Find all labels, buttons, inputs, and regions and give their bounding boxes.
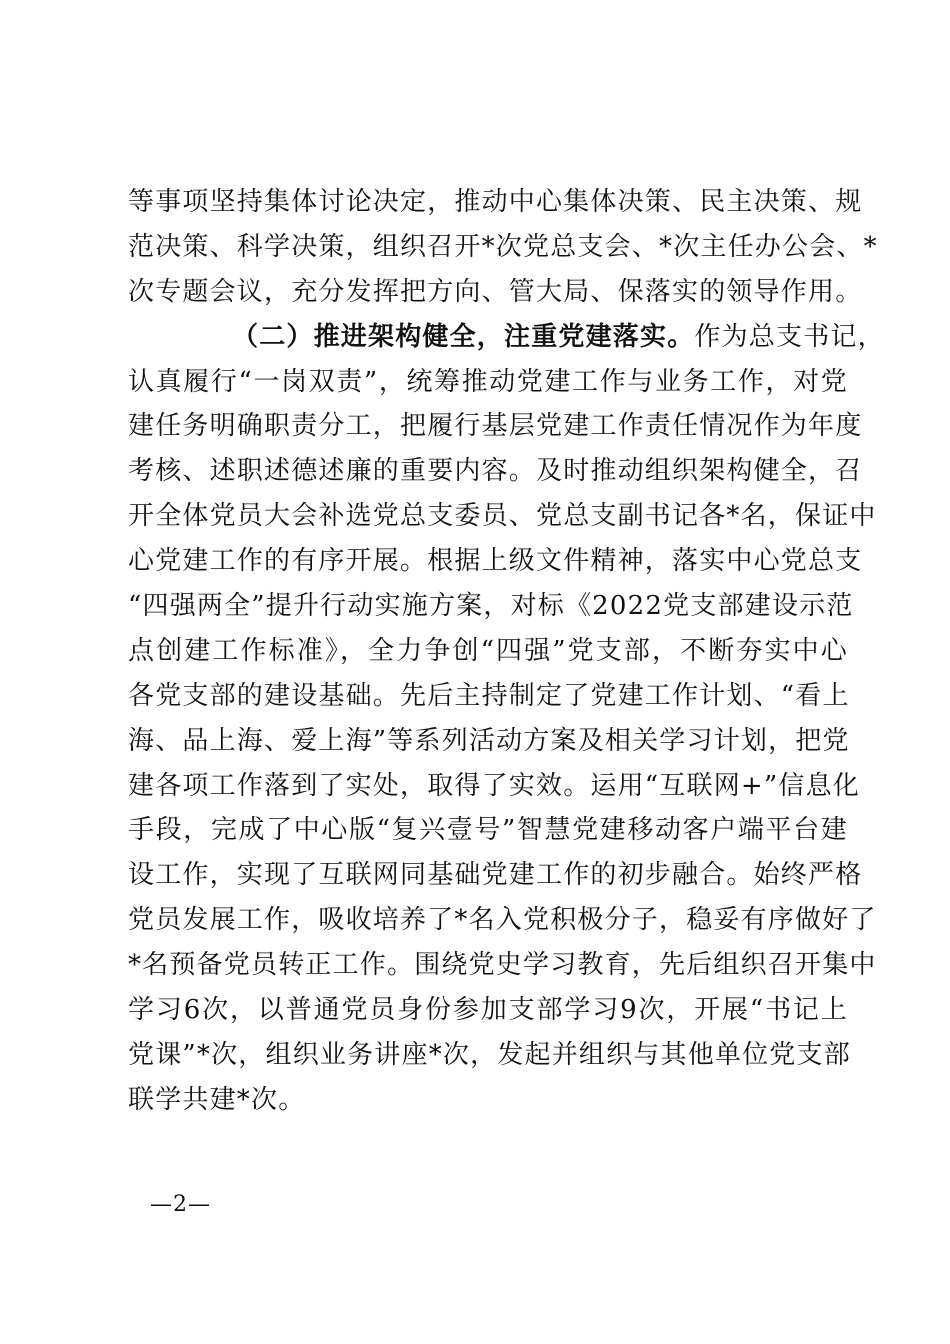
text-line: 手段，完成了中心版“复兴壹号”智慧党建移动客户端平台建 — [128, 815, 848, 846]
text-line: 联学共建*次。 — [128, 1084, 306, 1115]
text-line: 建任务明确职责分工，把履行基层党建工作责任情况作为年度 — [128, 411, 863, 442]
text-line: 范决策、科学决策，组织召开*次党总支会、*次主任办公会、* — [128, 231, 878, 262]
text-line: 考核、述职述德述廉的重要内容。及时推动组织架构健全，召 — [128, 456, 863, 487]
text-line: 心党建工作的有序开展。根据上级文件精神，落实中心党总支 — [128, 546, 863, 577]
page-number: —2— — [150, 1192, 211, 1217]
text-line: 建各项工作落到了实处，取得了实效。运用“互联网+”信息化 — [128, 770, 860, 801]
text-line: 开全体党员大会补选党总支委员、党总支副书记各*名，保证中 — [128, 501, 877, 532]
text-line: “四强两全”提升行动实施方案，对标《2022党支部建设示范 — [128, 591, 854, 622]
text-line: 党员发展工作，吸收培养了*名入党积极分子，稳妥有序做好了 — [128, 905, 877, 936]
text-line: 点创建工作标准》，全力争创“四强”党支部，不断夯实中心 — [128, 635, 848, 666]
section-heading-line — [128, 315, 885, 360]
text-line: 各党支部的建设基础。先后主持制定了党建工作计划、“看上 — [128, 680, 850, 711]
text-line: 认真履行“一岗双责”，统筹推动党建工作与业务工作，对党 — [128, 366, 848, 397]
text-line: 设工作，实现了互联网同基础党建工作的初步融合。始终严格 — [128, 860, 863, 891]
text-line: 作为总支书记， — [694, 321, 885, 352]
text-line: 党课”*次，组织业务讲座*次，发起并组织与其他单位党支部 — [128, 1039, 851, 1070]
text-line: *名预备党员转正工作。围绕党史学习教育，先后组织召开集中 — [128, 950, 877, 981]
text-line: 次专题会议，充分发挥把方向、管大局、保落实的领导作用。 — [128, 276, 863, 307]
text-line: 学习6次，以普通党员身份参加支部学习9次，开展“书记上 — [128, 995, 848, 1026]
text-line: 等事项坚持集体讨论决定，推动中心集体决策、民主决策、规 — [128, 187, 863, 217]
text-line: 海、品上海、爱上海”等系列活动方案及相关学习计划，把党 — [128, 725, 850, 756]
body-text — [128, 180, 885, 1123]
section-heading: （二）推进架构健全，注重党建落实。 — [232, 321, 695, 352]
